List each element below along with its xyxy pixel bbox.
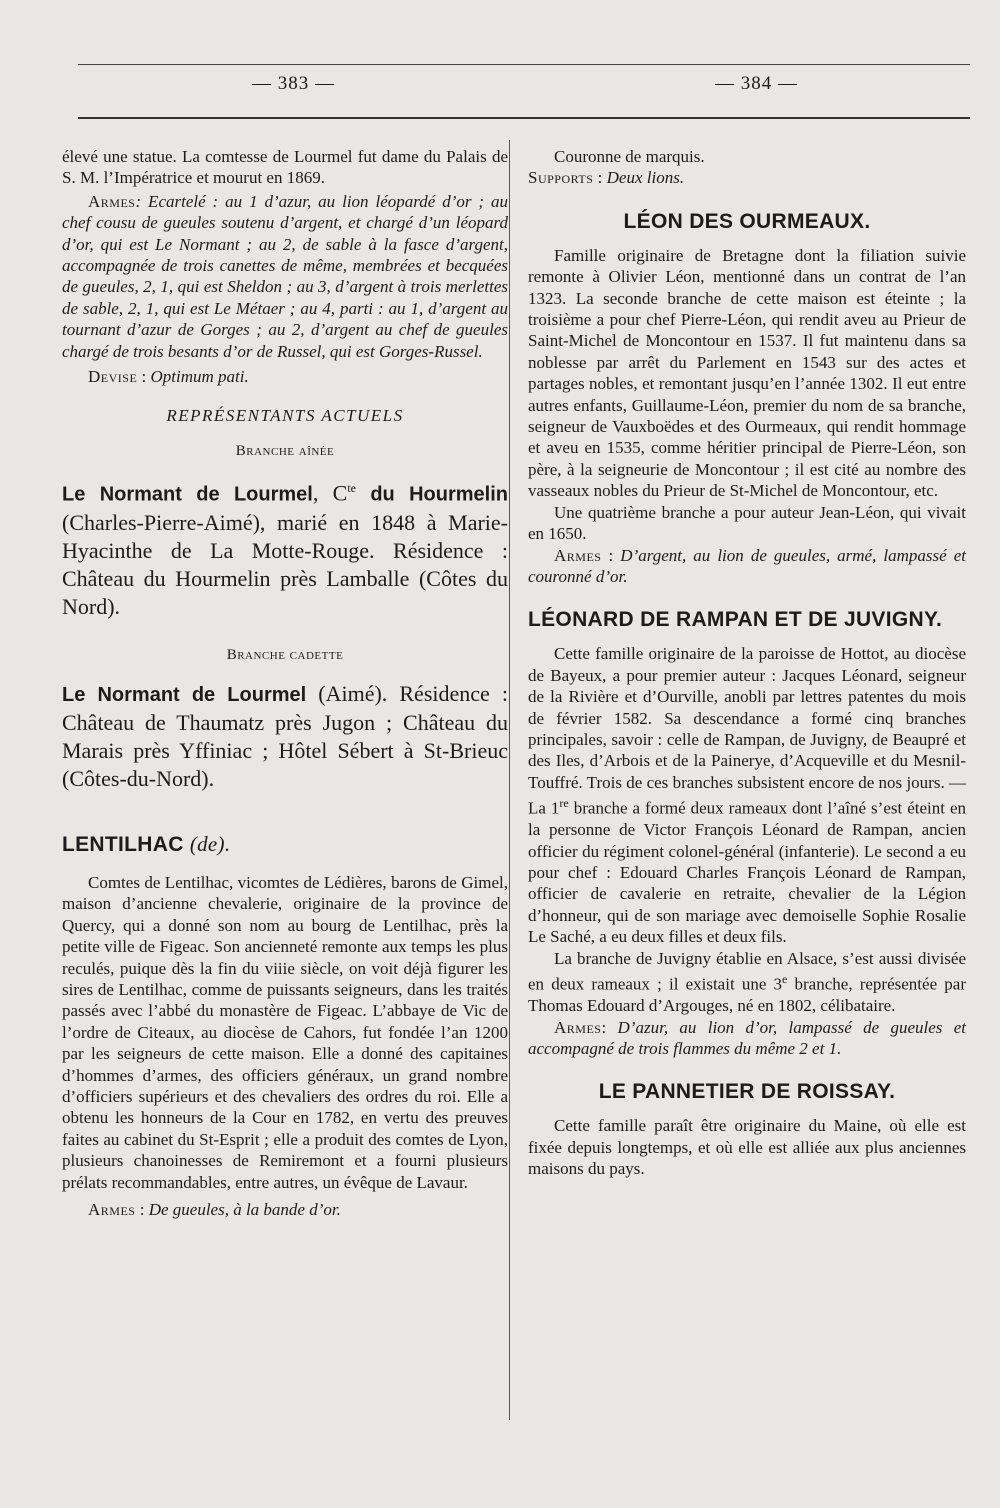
page-number-right: — 384 — — [715, 73, 798, 94]
armes-label: Armes — [88, 1200, 136, 1220]
paragraph: Couronne de marquis. — [554, 147, 705, 166]
representative-name: Le Normant de Lourmel — [62, 684, 307, 707]
section-title: LENTILHAC (de). — [62, 832, 231, 857]
supports-label: Supports — [528, 168, 594, 188]
paragraph: Une quatrième branche a pour auteur Jean-Léon, qui vivait en 1650. — [528, 502, 966, 544]
armes-text: : Ecartelé : au 1 d’azur, au lion léopardé d’or ; au chef cousu de gueules soutenu d’argent, et chargé d’un léopard d’or, qui est Le Normant ; au 2, de sable à la fasce d’argent, accompagnée de trois canettes de même, membrées et becquées de gueules, 2, 1, qui est Sheldon ; au 3, d’argent à trois merlettes de sable, 2, 1, qui est Le Métaer ; au 4, parti : au 1, d’argent au tournant d’azur de Gorges ; au 2, d’argent au chef de gueules chargé de trois besants d’or de Russel, qui est Gorges-Russel. — [62, 191, 508, 361]
header-rule — [78, 117, 970, 119]
armes-paragraph: Armes : De gueules, à la bande d’or. — [88, 1200, 341, 1220]
paragraph: Cette famille originaire de la paroisse de Hottot, au diocèse de Bayeux, a pour premier auteur : Jacques Léonard, seigneur de la Rivière et d’Ourville, anobli par lettres patentes du mois de février 1582. Sa descendance a formé cinq branches principales, savoir : celle de Rampan, de Juvigny, de Beaupré et des Iles, d’Arbois et de la Painerye, d’Acqueville et du Mesnil-Touffré. Trois de ces branches subsistent encore de nos jours. — La 1re branche a formé deux rameaux dont l’aîné s’est éteint en la personne de Victor François Léonard de Rampan, ancien officier du régiment colonel-général (infanterie). Le second a eu pour chef : Edouard Charles François Léonard de Rampan, officier de cavalerie en retraite, chevalier de la Légion d’honneur, qui de son mariage avec demoiselle Sophie Rosalie Le Saché, a eu deux filles et deux fils. — [528, 644, 966, 947]
armes-paragraph: Armes : D’argent, au lion de gueules, armé, lampassé et couronné d’or. — [528, 545, 966, 586]
branch-heading: Branche aînée — [235, 442, 335, 459]
paragraph: La branche de Juvigny établie en Alsace, s’est aussi divisée en deux rameaux ; il existait une 3e branche, représentée par Thomas Edouard d’Argouges, né en 1802, célibataire. — [528, 948, 966, 1016]
section-title: LÉON DES OURMEAUX. — [623, 209, 871, 233]
left-column — [62, 146, 508, 1221]
representative-entry: Le Normant de Lourmel (Aimé). Résidence : Château de Thaumatz près Jugon ; Château du Marais près Yffiniac ; Hôtel Sébert à St-Brieuc (Côtes-du-Nord). — [62, 681, 508, 792]
paragraph: Comtes de Lentilhac, vicomtes de Lédières, barons de Gimel, maison d’ancienne chevalerie, originaire de la province de Quercy, qui a donné son nom au bourg de Lentilhac, près la petite ville de Figeac. Son ancienneté remonte aux temps les plus reculés, puique dès la fin du viiie siècle, on voit déjà figurer les sires de Lentilhac, comme de puissants seigneurs, dans les traités passés avec l’abbé du monastère de Figeac. L’abbaye de Vic de l’ordre de Citeaux, au diocèse de Cahors, fut fondée l’an 1200 par les seigneurs de cette maison. Elle a donné des capitaines d’hommes d’armes, des officiers généraux, un grand nombre d’officiers supérieurs et des chevaliers des ordres du roi. Elle a obtenu les honneurs de la Cour en 1782, en vertu des preuves faites au cabinet du St-Esprit ; elle a produit des comtes de Lyon, plusieurs chanoinesses de Remiremont et a fourni plusieurs prélats recommandables, entre autres, un évêque de Lavaur. — [62, 873, 508, 1192]
armes-label: Armes — [554, 545, 602, 565]
top-rule — [78, 64, 970, 65]
devise-paragraph: Devise : Optimum pati. — [88, 367, 249, 387]
paragraph: Famille originaire de Bretagne dont la filiation suivie remonte à Olivier Léon, mentionné dans un contrat de l’an 1323. La seconde branche de cette maison est éteinte ; la troisième a pour chef Pierre-Léon, qui rendit aveu au Prieur de Saint-Michel de Moncontour en 1537. Il fut maintenu dans sa noblesse par arrêt du Parlement en 1543 sur des actes et partages nobles, et remontant jusqu’en l’année 1302. Il eut entre autres enfants, Guillaume-Léon, premier du nom de sa branche, seigneur de Vauxboëdes et des Ourmeaux, qui rendit hommage et aveu en 1535, comme héritier principal de Pierre-Léon, son père, à la seigneurie de Moncontour ; il est cité au nombre des vasseaux nobles du Prieur de St-Michel de Moncontour, etc. — [528, 245, 966, 501]
armes-label: Armes — [88, 191, 136, 211]
armes-label: Armes — [554, 1017, 602, 1037]
branch-heading: Branche cadette — [226, 646, 344, 663]
armes-text: De gueules, à la bande d’or. — [148, 1200, 341, 1220]
representative-entry: Le Normant de Lourmel, $C^{te}$ du Hourmelin (Charles-Pierre-Aimé), marié en 1848 à Marie-Hyacinthe de La Motte-Rouge. Résidence : Château du Hourmelin près Lamballe (Côtes du Nord). — [62, 480, 508, 619]
section-title: LE PANNETIER DE ROISSAY. — [598, 1080, 896, 1104]
supports-paragraph: Supports : Deux lions. — [528, 168, 685, 188]
paragraph: élevé une statue. La comtesse de Lourmel fut dame du Palais de S. M. l’Impératrice et mourut en 1869. — [62, 147, 508, 188]
armes-paragraph — [62, 191, 508, 362]
column-separator — [509, 140, 510, 1420]
representative-name: Le Normant de Lourmel — [62, 483, 313, 506]
section-subtitle: REPRÉSENTANTS ACTUELS — [166, 406, 404, 426]
paragraph: Cette famille paraît être originaire du Maine, où elle est fixée depuis longtemps, et où elle est alliée aux plus anciennes maisons du pays. — [528, 1116, 966, 1179]
page-number-left: — 383 — — [252, 73, 335, 94]
right-column — [528, 146, 966, 1180]
supports-text: Deux lions. — [606, 168, 685, 188]
devise-text: Optimum pati. — [150, 367, 249, 387]
armes-paragraph: Armes: D’azur, au lion d’or, lampassé de gueules et accompagné de trois flammes du même 2 et 1. — [528, 1017, 966, 1058]
section-title: LÉONARD DE RAMPAN ET DE JUVIGNY. — [528, 608, 943, 632]
devise-label: Devise — [88, 367, 138, 387]
armes-text: D’argent, au lion de gueules, armé, lampassé et couronné d’or. — [528, 545, 966, 586]
armes-text: D’azur, au lion d’or, lampassé de gueules et accompagné de trois flammes du même 2 et 1. — [528, 1017, 966, 1058]
